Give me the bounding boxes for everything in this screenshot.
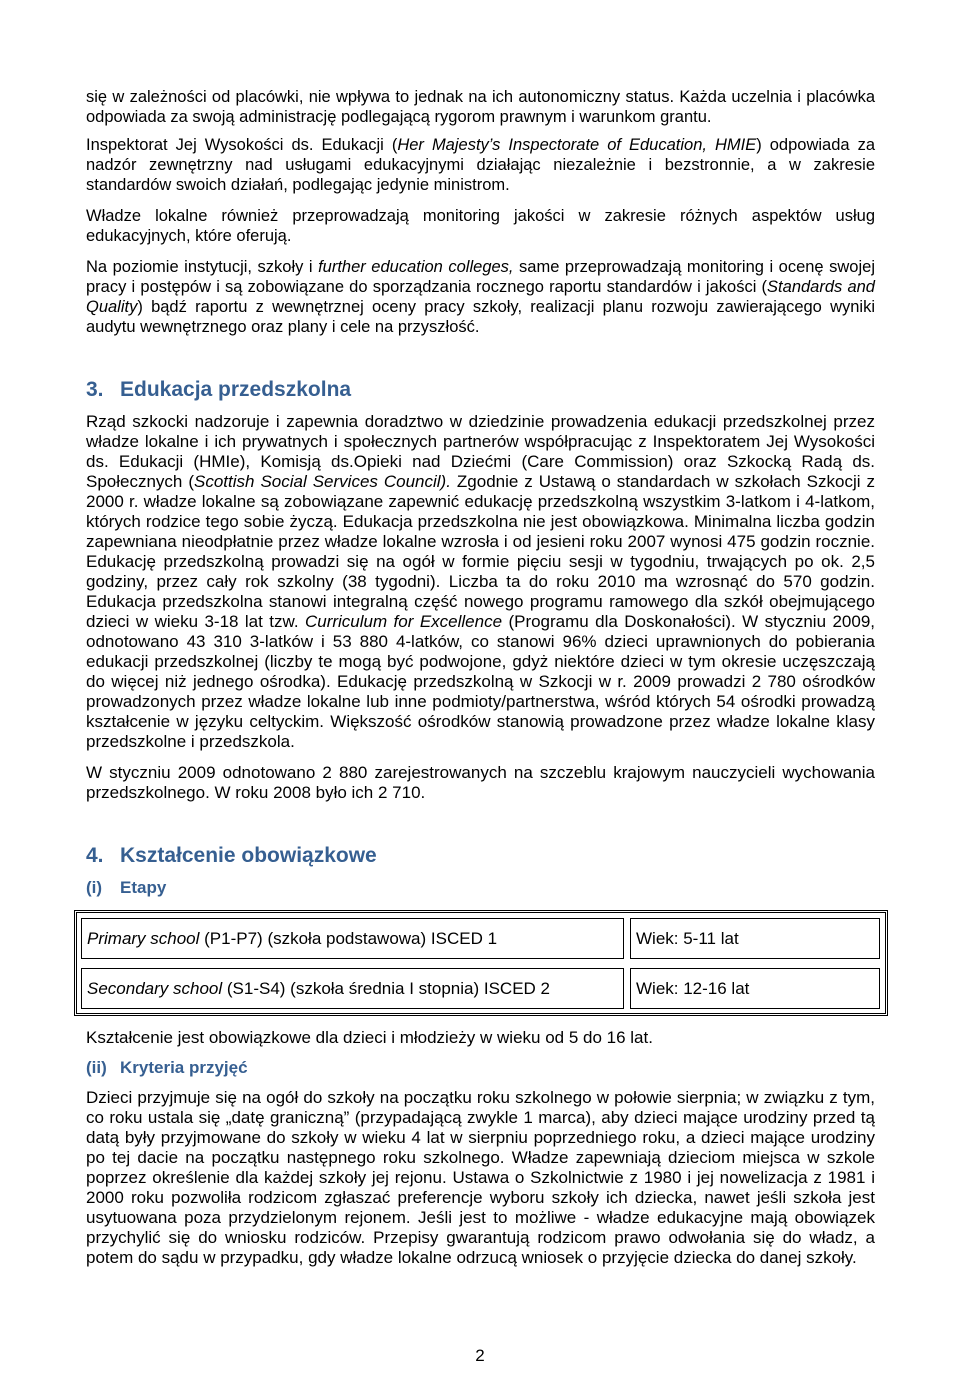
table-cell-primary-stage bbox=[81, 918, 624, 959]
compulsory-education-note bbox=[86, 1028, 875, 1048]
stage-details: (P1-P7) (szkoła podstawowa) ISCED 1 bbox=[199, 929, 498, 948]
paragraph-text: Na poziomie instytucji, szkoły i bbox=[86, 258, 319, 276]
paragraph-institution-autonomy bbox=[86, 87, 875, 127]
table-cell-secondary-age bbox=[630, 968, 880, 1009]
subsection-title: Etapy bbox=[120, 878, 167, 897]
english-term: Standards and Quality bbox=[86, 278, 875, 316]
table-cell-secondary-stage bbox=[81, 968, 624, 1009]
subsection-number: (ii) bbox=[86, 1058, 107, 1077]
age-range: Wiek: 5-11 lat bbox=[636, 929, 739, 948]
section-number: 4. bbox=[86, 844, 104, 867]
paragraph-text: same przeprowadzają monitoring i ocenę swojej pracy i postępów i są zobowiązane do sporządzania rocznego raportu standardów i jakości ( bbox=[86, 258, 875, 296]
paragraph-text: Zgodnie z Ustawą o standardach w szkołach Szkocji z 2000 r. władze lokalne są zobowiązane zapewnić edukację przedszkolną wszystkim 3-latkom i 4-latkom, których rodzice tego sobie życzą. Edukacja przedszkolna nie jest obowiązkowa. Minimalna liczba godzin zapewniana nieodpłatnie przez władze lokalne wzrosła i od jesieni roku 2007 wynosi 475 godzin rocznie. Edukację przedszkolną prowadzi się na ogół w formie pięciu sesji w tygodniu, trwających po ok. 2,5 godziny, przez cały rok szkolny (38 tygodni). Liczba ta do roku 2010 ma wzrosnąć do 570 godzin. Edukacja przedszkolna stanowi integralną część nowego programu ramowego dla szkół obejmującego dzieci w wieku 3-18 lat tzw. bbox=[86, 472, 875, 631]
paragraph-admission-criteria bbox=[86, 1088, 875, 1268]
paragraph-institution-self-evaluation bbox=[86, 257, 875, 337]
age-range: Wiek: 12-16 lat bbox=[636, 979, 750, 998]
english-term: Her Majesty’s Inspectorate of Education, HMIE bbox=[397, 136, 757, 154]
paragraph-text: się w zależności od placówki, nie wpływa to jednak na ich autonomiczny status. Każda uczelnia i placówka odpowiada za swoją administrację podlegającą rygorom prawnym i warunkom grantu. bbox=[86, 88, 875, 126]
subsection-number: (i) bbox=[86, 878, 103, 897]
paragraph-text: ) bądź raportu z wewnętrznej oceny pracy szkoły, realizacji planu rozwoju zawierającego wyniki audytu wewnętrznego oraz plany i cele na przyszłość. bbox=[86, 298, 875, 336]
paragraph-preschool-teachers bbox=[86, 763, 875, 803]
paragraph-local-authority-monitoring bbox=[86, 206, 875, 246]
table-cell-primary-age bbox=[630, 918, 880, 959]
paragraph-hmie-inspection bbox=[86, 135, 875, 195]
stage-details: (S1-S4) (szkoła średnia I stopnia) ISCED 2 bbox=[222, 979, 550, 998]
paragraph-text: Inspektorat Jej Wysokości ds. Edukacji ( bbox=[86, 136, 398, 154]
subsection-title: Kryteria przyjęć bbox=[120, 1058, 248, 1077]
subsection-heading-stages bbox=[86, 878, 875, 898]
paragraph-text: Rząd szkocki nadzoruje i zapewnia doradztwo w dziedzinie prowadzenia edukacji przedszkolnej przez władze lokalne i ich prywatnych i społecznych partnerów współpracując z Inspektoratem Jej Wysokości ds. Edukacji (HMIe), Komisją ds.Opieki nad Dziećmi (Care Commission) oraz Szkocką Radą ds. Społecznych ( bbox=[86, 412, 875, 491]
paragraph-text: (Programu dla Doskonałości). W styczniu 2009, odnotowano 43 310 3-latków i 53 880 4-latków, co stanowi 96% dzieci uprawnionych do pobierania edukacji przedszkolnej (liczby te mogą być podwojone, gdyż niektóre dzieci w tym okresie uczęszczają do więcej niż jednego ośrodka). Edukację przedszkolną w Szkocji w r. 2009 prowadzi 2 780 ośrodków prowadzonych przez władze lokalne lub inne podmioty/partnerstwa, wśród których 54 ośrodki prowadzą kształcenie w języku celtyckim. Większość ośrodków stanowią prowadzone przez władze lokalne klasy przedszkolne i przedszkola. bbox=[86, 612, 875, 751]
paragraph-preschool-overview bbox=[86, 412, 875, 752]
section-title: Kształcenie obowiązkowe bbox=[120, 844, 377, 867]
paragraph-text: Dzieci przyjmuje się na ogół do szkoły na początku roku szkolnego w połowie sierpnia; w związku z tym, co roku ustala się „datę graniczną” (przypadającą zwykle 1 marca), aby dzieci mające urodziny przed tą datą były przyjmowane do szkoły w wieku 4 lat w sierpniu poprzedniego roku, a dzieci mające urodziny po tej dacie na początku następnego roku szkolnego. Władze zapewniają dzieciom miejsca w szkole poprzez określenie dla każdej szkoły jej rejonu. Ustawa o Szkolnictwie z 1980 i jej nowelizacja z 1981 i 2000 roku pozwoliła rodzicom zgłaszać preferencje wyboru szkoły ich dziecka, nawet jeśli szkoła jest usytuowana poza przydzielonym rejonem. Jeśli jest to możliwe - władze edukacyjne mają obowiązek przychylić się do wniosku rodziców. Przepisy gwarantują rodzicom prawo odwołania się do władz, a potem do sądu w przypadku, gdy władze lokalne odrzucą wniosek o przyjęcie dziecka do danej szkoły. bbox=[86, 1088, 875, 1267]
paragraph-text: Kształcenie jest obowiązkowe dla dzieci i młodzieży w wieku od 5 do 16 lat. bbox=[86, 1028, 653, 1047]
paragraph-text: ) odpowiada za nadzór zewnętrzny nad usługami edukacyjnymi działając niezależnie i bezstronnie, a w zakresie standardów swoich działań, podlegając jedynie ministrom. bbox=[86, 136, 875, 194]
english-term: Scottish Social Services Council). bbox=[194, 472, 451, 491]
section-heading-compulsory-education bbox=[86, 844, 875, 868]
section-number: 3. bbox=[86, 378, 104, 401]
english-term: Curriculum for Excellence bbox=[304, 612, 503, 631]
page-content bbox=[86, 87, 875, 1268]
page-number: 2 bbox=[475, 1346, 485, 1365]
english-term: further education colleges, bbox=[318, 258, 514, 276]
paragraph-text: Władze lokalne również przeprowadzają monitoring jakości w zakresie różnych aspektów usług edukacyjnych, które oferują. bbox=[86, 207, 875, 245]
section-heading-preschool bbox=[86, 378, 875, 402]
subsection-heading-admission-criteria bbox=[86, 1058, 875, 1078]
school-type: Primary school bbox=[87, 929, 200, 948]
paragraph-text: W styczniu 2009 odnotowano 2 880 zarejestrowanych na szczeblu krajowym nauczycieli wychowania przedszkolnego. W roku 2008 było ich 2 710. bbox=[86, 763, 875, 802]
school-stages-table bbox=[74, 910, 888, 1016]
section-title: Edukacja przedszkolna bbox=[120, 378, 352, 401]
school-type: Secondary school bbox=[87, 979, 223, 998]
